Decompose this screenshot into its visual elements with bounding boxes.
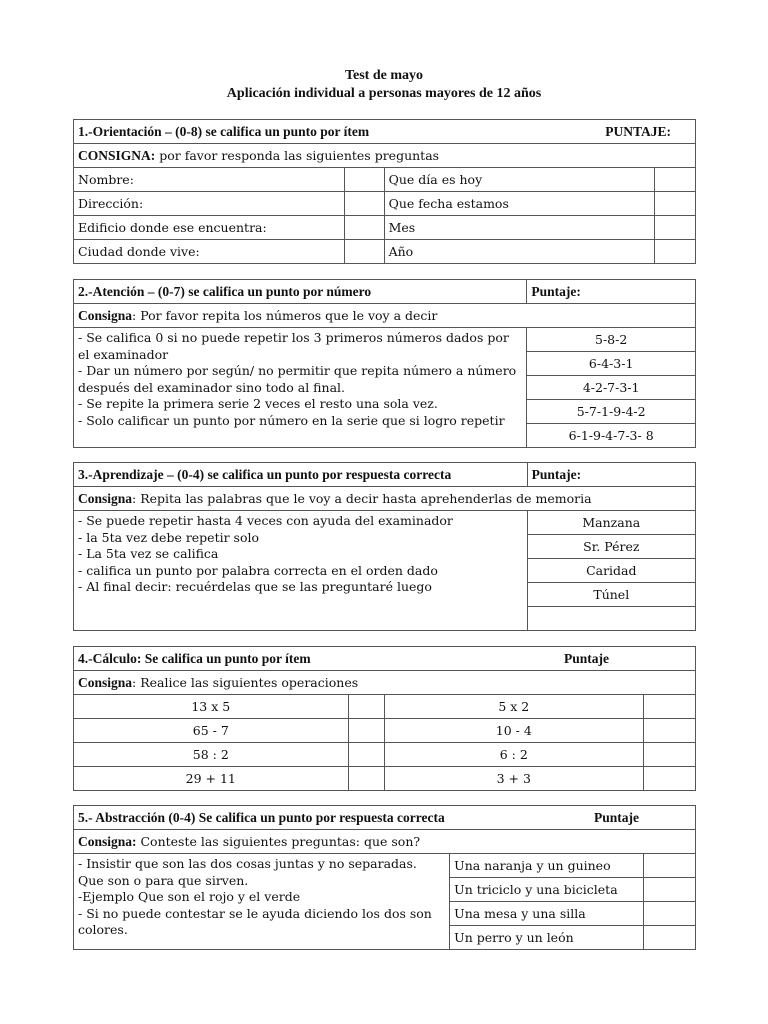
question-row [74,192,696,216]
score-cell[interactable] [344,168,384,192]
question-left: Dirección: [74,192,345,216]
score-cell[interactable] [644,854,696,878]
operation-row [74,719,696,743]
question-left: Nombre: [74,168,345,192]
consigna-text: Conteste las siguientes preguntas: que son? [136,833,421,849]
score-cell[interactable] [644,719,696,743]
score-cell[interactable] [644,902,696,926]
pair-item: Un triciclo y una bicicleta [450,878,644,902]
word-item: Manzana [527,511,695,535]
note-line: - la 5ta vez debe repetir solo [78,529,260,545]
score-label: Puntaje [594,809,639,825]
consigna-label: Consigna: [78,833,137,849]
section-aprendizaje [73,462,696,631]
score-cell[interactable] [644,767,696,791]
score-cell[interactable] [348,719,384,743]
section-calculo [73,646,696,791]
score-cell[interactable] [644,743,696,767]
consigna-label: Consigna [78,307,133,323]
word-item: Caridad [527,559,695,583]
note-line: -Ejemplo Que son el rojo y el verde [78,889,301,905]
note-line: - Si no puede contestar se le ayuda diciendo los dos son colores. [78,905,432,938]
section-header [74,806,696,830]
note-line: - Insistir que son las dos cosas juntas y no separadas. Que son o para que sirven. [78,856,417,888]
operation-right: 3 + 3 [384,767,644,791]
section-title: 2.-Atención – (0-7) se califica un punto por número [74,280,527,304]
score-label: PUNTAJE: [605,123,671,139]
operation-left: 65 - 7 [74,719,349,743]
operation-right: 10 - 4 [384,719,644,743]
question-row [74,216,696,240]
consigna-text: por favor responda las siguientes preguntas [159,147,440,163]
question-row [74,240,696,264]
number-series: 6-4-3-1 [527,352,696,376]
score-cell[interactable] [344,192,384,216]
word-item: Túnel [527,583,695,607]
operation-right: 6 : 2 [384,743,644,767]
word-item [527,607,695,631]
question-right: Que día es hoy [384,168,654,192]
score-cell[interactable] [348,767,384,791]
score-cell[interactable] [644,695,696,719]
number-series: 4-2-7-3-1 [527,376,696,400]
score-cell[interactable] [344,216,384,240]
number-series: 5-7-1-9-4-2 [527,400,696,424]
number-series: 6-1-9-4-7-3- 8 [527,424,696,448]
score-cell[interactable] [344,240,384,264]
score-label: Puntaje [564,650,609,666]
score-cell[interactable] [348,695,384,719]
note-line: - Dar un número por según/ no permitir que repita número a número después del examinador sino todo al final. [78,363,517,395]
score-label: Puntaje: [527,280,696,304]
score-label: Puntaje: [527,463,695,487]
number-series: 5-8-2 [527,328,696,352]
consigna-label: Consigna [78,490,133,506]
consigna-text: : Realice las siguientes operaciones [132,674,359,690]
consigna-label: Consigna [78,674,133,690]
score-cell[interactable] [644,926,696,950]
operation-left: 13 x 5 [74,695,349,719]
note-line: - La 5ta vez se califica [78,546,219,562]
section-orientacion [73,119,696,264]
section-header [74,647,696,671]
consigna-label: CONSIGNA: [78,147,156,163]
section-title: 4.-Cálculo: Se califica un punto por ítem [78,650,311,666]
question-left: Ciudad donde vive: [74,240,345,264]
operation-left: 29 + 11 [74,767,349,791]
score-cell[interactable] [348,743,384,767]
section-title: 1.-Orientación – (0-8) se califica un punto por ítem [78,123,370,139]
section-header [74,120,696,144]
note-line: - Solo calificar un punto por número en la serie que si logro repetir [78,412,505,428]
consigna-text: : Por favor repita los números que le voy a decir [132,307,438,323]
section-abstraccion [73,805,696,950]
operation-row [74,695,696,719]
pair-item: Una naranja y un guineo [450,854,644,878]
document-title: Test de mayo [344,68,424,83]
pair-item: Una mesa y una silla [450,902,644,926]
note-line: - Se puede repetir hasta 4 veces con ayuda del examinador [78,513,453,528]
instructions-notes [74,854,450,950]
score-cell[interactable] [644,878,696,902]
section-title: 3.-Aprendizaje – (0-4) se califica un punto por respuesta correcta [74,463,528,487]
question-right: Que fecha estamos [384,192,654,216]
question-row [74,168,696,192]
pair-item: Un perro y un león [450,926,644,950]
consigna-row [74,830,696,854]
question-right: Año [384,240,654,264]
note-line: - Se repite la primera serie 2 veces el resto una sola vez. [78,396,438,412]
consigna-row [74,304,696,328]
consigna-row [74,144,696,168]
score-cell[interactable] [655,168,696,192]
question-left: Edificio donde ese encuentra: [74,216,345,240]
operation-row [74,743,696,767]
instructions-notes [74,328,527,448]
section-atencion [73,279,696,448]
consigna-text: : Repita las palabras que le voy a decir hasta aprehenderlas de memoria [132,490,592,506]
section-title: 5.- Abstracción (0-4) Se califica un punto por respuesta correcta [78,809,445,825]
operation-row [74,767,696,791]
note-line: - califica un punto por palabra correcta en el orden dado [78,562,438,578]
instructions-notes [74,511,528,631]
document-subtitle: Aplicación individual a personas mayores de 12 años [226,86,542,101]
operation-left: 58 : 2 [74,743,349,767]
note-line: - Al final decir: recuérdelas que se las preguntaré luego [78,579,432,595]
operation-right: 5 x 2 [384,695,644,719]
score-cell[interactable] [655,240,696,264]
word-item: Sr. Pérez [527,535,695,559]
note-line: - Se califica 0 si no puede repetir los 3 primeros números dados por el examinador [78,330,509,362]
consigna-row [74,671,696,695]
consigna-row [74,487,696,511]
question-right: Mes [384,216,654,240]
score-cell[interactable] [655,216,696,240]
score-cell[interactable] [655,192,696,216]
